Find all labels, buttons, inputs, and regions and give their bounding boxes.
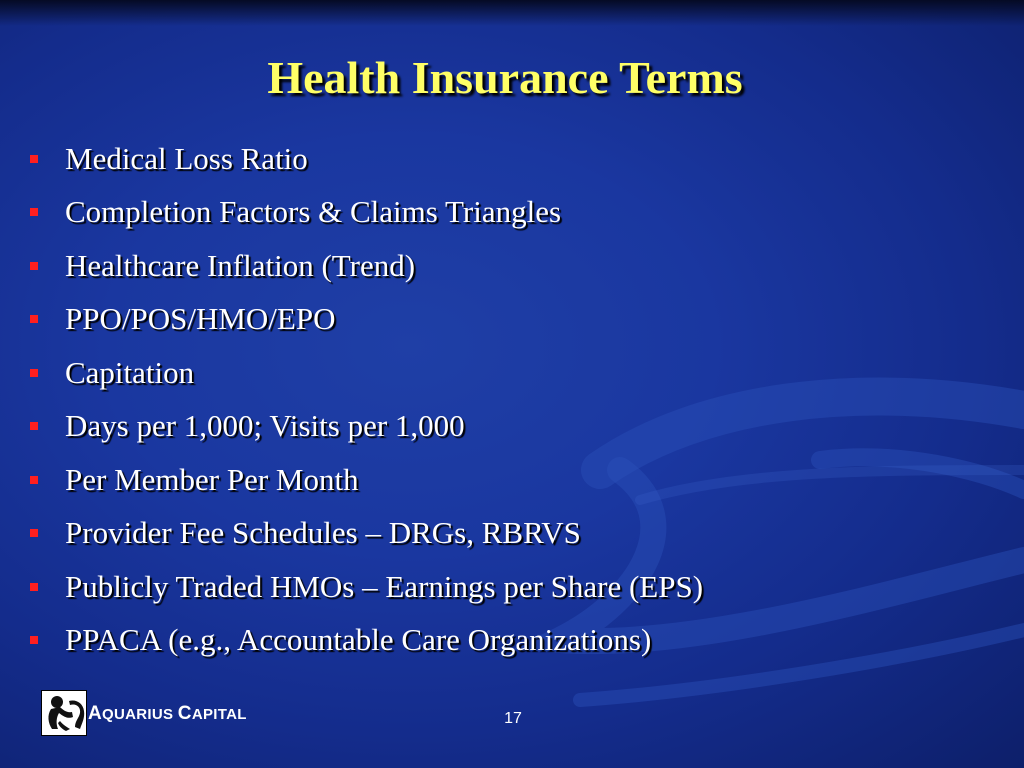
company-initial-1: A — [88, 703, 103, 724]
company-name — [88, 704, 247, 725]
bullet-text: Publicly Traded HMOs – Earnings per Share (EPS) — [65, 568, 704, 604]
page-number: 17 — [504, 710, 522, 727]
bullet-text: Provider Fee Schedules – DRGs, RBRVS — [65, 515, 581, 551]
company-rest-2: APITAL — [191, 706, 247, 723]
bullet-list — [30, 140, 703, 675]
bullet-item — [30, 515, 703, 569]
red-square-bullet-icon — [30, 155, 38, 163]
bullet-text: Medical Loss Ratio — [65, 140, 308, 176]
company-initial-2: C — [177, 703, 192, 724]
red-square-bullet-icon — [30, 636, 38, 644]
red-square-bullet-icon — [30, 422, 38, 430]
bullet-item — [30, 622, 703, 676]
bullet-text: PPO/POS/HMO/EPO — [65, 301, 336, 337]
bullet-item — [30, 301, 703, 355]
red-square-bullet-icon — [30, 262, 38, 270]
bullet-item — [30, 354, 703, 408]
bullet-text: Days per 1,000; Visits per 1,000 — [65, 408, 465, 444]
red-square-bullet-icon — [30, 529, 38, 537]
company-rest-1: QUARIUS — [102, 706, 178, 723]
bullet-item — [30, 461, 703, 515]
bullet-item — [30, 194, 703, 248]
red-square-bullet-icon — [30, 476, 38, 484]
red-square-bullet-icon — [30, 208, 38, 216]
bullet-item — [30, 568, 703, 622]
bullet-text: Healthcare Inflation (Trend) — [65, 247, 416, 283]
slide-title: Health Insurance Terms — [267, 52, 743, 103]
bullet-text: Per Member Per Month — [65, 461, 359, 497]
red-square-bullet-icon — [30, 315, 38, 323]
bullet-text: Capitation — [65, 354, 195, 390]
bullet-text: Completion Factors & Claims Triangles — [65, 194, 562, 230]
bullet-item — [30, 408, 703, 462]
red-square-bullet-icon — [30, 583, 38, 591]
bullet-item — [30, 247, 703, 301]
aquarius-figure-logo-icon — [41, 690, 87, 736]
red-square-bullet-icon — [30, 369, 38, 377]
bullet-text: PPACA (e.g., Accountable Care Organizations) — [65, 622, 652, 658]
bullet-item — [30, 140, 703, 194]
